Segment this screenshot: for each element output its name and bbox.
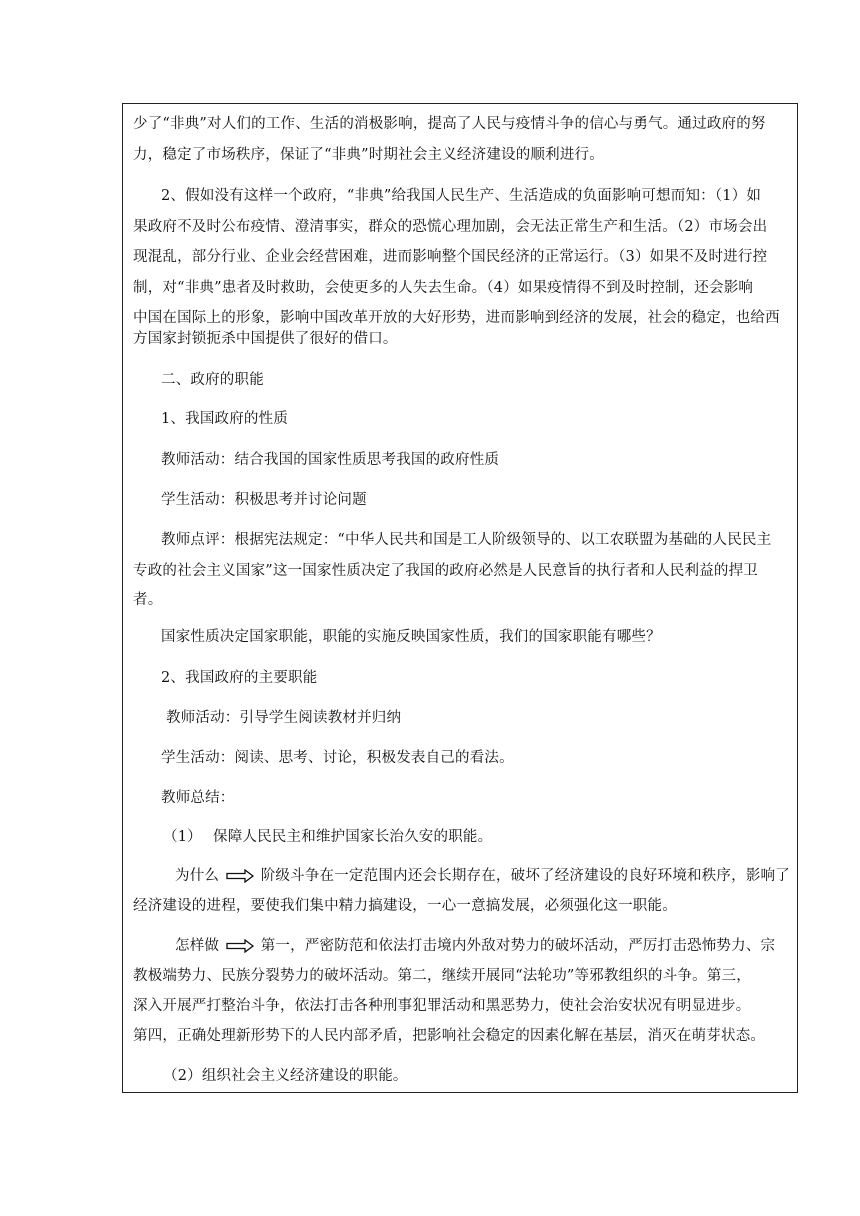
why-text-line-1: 阶级斗争在一定范围内还会长期存在，破坏了经济建设的良好环境和秩序，影响了 [260, 868, 790, 884]
how-text-line-1: 第一，严密防范和依法打击境内外敌对势力的破坏活动，严厉打击恐怖势力、宗 [260, 938, 776, 954]
how-text-line-4: 第四，正确处理新形势下的人民内部矛盾，把影响社会稳定的因素化解在基层，消灭在萌芽状态。 [133, 1028, 766, 1044]
student-activity-1: 学生活动：积极思考并讨论问题 [161, 492, 367, 508]
paragraph-2-line-3: 现混乱，部分行业、企业会经营困难，进而影响整个国民经济的正常运行。（3）如果不及时进行控 [133, 249, 768, 265]
teacher-comment-line-3: 者。 [133, 592, 163, 608]
subheading-main-functions: 2、我国政府的主要职能 [161, 670, 318, 686]
teacher-activity-1: 教师活动：结合我国的国家性质思考我国的政府性质 [161, 452, 500, 468]
teacher-summary: 教师总结： [161, 790, 235, 806]
question-line: 国家性质决定国家职能，职能的实施反映国家性质，我们的国家职能有哪些？ [161, 629, 661, 645]
paragraph-2-line-1: 2、假如没有这样一个政府，“非典”给我国人民生产、生活造成的负面影响可想而知：（1）如 [161, 188, 762, 204]
how-label: 怎样做 [175, 938, 220, 954]
section-heading-functions: 二、政府的职能 [161, 372, 264, 388]
right-arrow-icon [226, 869, 254, 883]
how-line-1 [175, 936, 775, 956]
right-arrow-icon [226, 939, 254, 953]
item-1-text: 保障人民民主和维护国家长治久安的职能。 [213, 829, 493, 845]
paragraph-2-line-4: 制，对“非典”患者及时救助，会使更多的人失去生命。（4）如果疫情得不到及时控制，还会影响 [133, 280, 754, 296]
why-text-line-2: 经济建设的进程，要使我们集中精力搞建设，一心一意搞发展，必须强化这一职能。 [133, 898, 677, 914]
teacher-activity-2: 教师活动：引导学生阅读教材并归纳 [166, 710, 402, 726]
subheading-nature: 1、我国政府的性质 [161, 411, 289, 427]
teacher-comment-line-2: 专政的社会主义国家”这一国家性质决定了我国的政府必然是人民意旨的执行者和人民利益的捍卫 [133, 563, 759, 579]
why-label: 为什么 [175, 868, 220, 884]
how-text-line-2: 教极端势力、民族分裂势力的破坏活动。第二，继续开展同“法轮功”等邪教组织的斗争。第三， [133, 968, 751, 984]
paragraph-2-line-2: 果政府不及时公布疫情、澄清事实，群众的恐慌心理加剧，会无法正常生产和生活。（2）市场会出 [133, 219, 768, 235]
how-text-line-3: 深入开展严打整治斗争，依法打击各种刑事犯罪活动和黑恶势力，使社会治安状况有明显进步。 [133, 998, 751, 1014]
paragraph-1-line-1: 少了“非典”对人们的工作、生活的消极影响，提高了人民与疫情斗争的信心与勇气。通过政府的努 [133, 116, 766, 132]
paragraph-2-line-5: 中国在国际上的形象，影响中国改革开放的大好形势，进而影响到经济的发展，社会的稳定，也给西 [133, 310, 780, 326]
paragraph-2-line-6: 方国家封锁扼杀中国提供了很好的借口。 [133, 331, 398, 347]
teacher-comment-line-1: 教师点评：根据宪法规定：“中华人民共和国是工人阶级领导的、以工农联盟为基础的人民民主 [161, 532, 772, 548]
why-line-1 [175, 866, 790, 886]
paragraph-1-line-2: 力，稳定了市场秩序，保证了“非典”时期社会主义经济建设的顺利进行。 [133, 147, 604, 163]
student-activity-2: 学生活动：阅读、思考、讨论，积极发表自己的看法。 [161, 750, 514, 766]
item-2-text: （2）组织社会主义经济建设的职能。 [163, 1068, 408, 1084]
item-1-number: （1） [163, 829, 202, 845]
